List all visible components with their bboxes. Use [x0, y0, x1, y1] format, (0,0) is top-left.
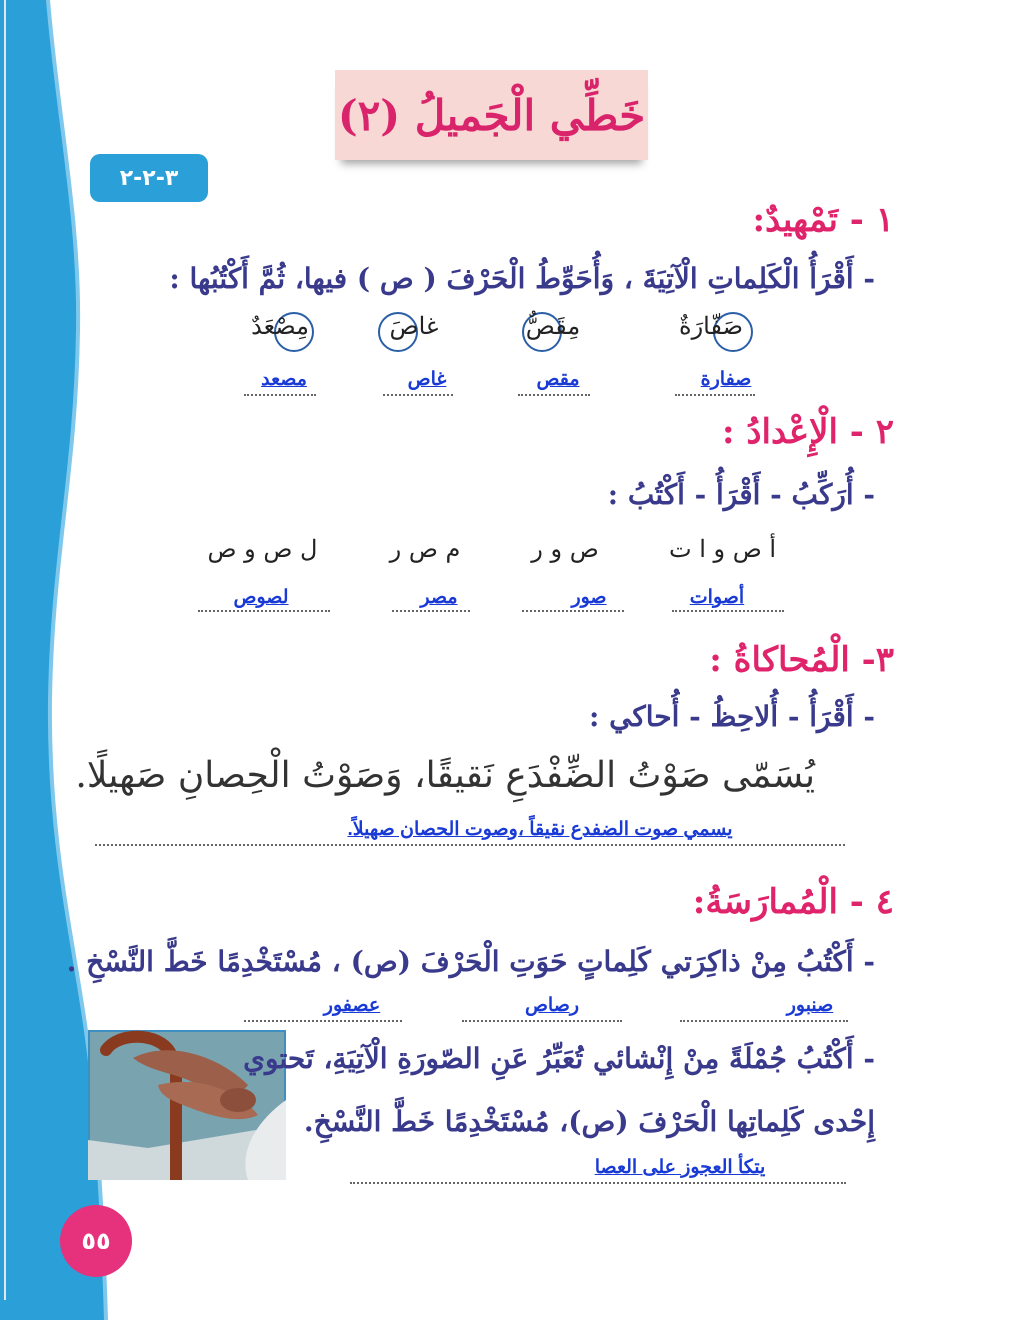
answer-6: صور: [571, 587, 607, 608]
answer-line-13: [350, 1180, 846, 1184]
section-1-heading: ١ - تَمْهيدٌ:: [752, 200, 894, 240]
section-3-heading: ٣- الْمُحاكاةُ :: [709, 640, 894, 680]
answer-line-4: [244, 392, 316, 396]
answer-8: لصوص: [233, 587, 289, 608]
answer-2: مقص: [536, 369, 580, 390]
title-box: [335, 70, 648, 160]
lesson-number-badge: [90, 154, 208, 202]
page-title: خَطِّي الْجَميلُ (٢): [337, 90, 646, 140]
answer-1: صفارة: [700, 369, 752, 390]
word-2: مِقَصٌّ: [525, 312, 581, 340]
section-4-instruction: - أَكْتُبُ مِنْ ذاكِرَتي كَلِماتٍ حَوَتِ الْحَرْفَ (ص) ، مُسْتَخْدِمًا خَطَّ النَّسْخِ .: [66, 945, 875, 978]
answer-11: رصاص: [524, 995, 580, 1016]
word-3: غاصَ: [389, 312, 439, 340]
answer-13: يتكأ العجوز على العصا: [594, 1157, 766, 1178]
answer-9: يسمي صوت الضفدع نقيقاً ،وصوت الحصان صهيلاً.: [347, 819, 733, 840]
letters-4: ل ص و ص: [207, 535, 318, 563]
section-1-instruction: - أَقْرَأُ الْكَلِماتِ الْآتِيَةَ ، وَأُحَوِّطُ الْحَرْفَ ( ص ) فيها، ثُمَّ أَكْتُبُها :: [169, 262, 875, 295]
section-4-instruction-2-line-2: إِحْدى كَلِماتِها الْحَرْفَ (ص)، مُسْتَخْدِمًا خَطَّ النَّسْخِ.: [303, 1105, 875, 1138]
section-2-heading: ٢ - الْإِعْدادُ :: [722, 412, 894, 452]
section-3-instruction: - أَقْرَأُ - أُلاحِظُ - أُحاكي :: [588, 700, 875, 733]
section-2-instruction: - أُرَكِّبُ - أَقْرَأُ - أَكْتُبُ :: [607, 478, 875, 511]
answer-4: مصعد: [261, 369, 307, 390]
lesson-number: ٣-٢-٢: [119, 165, 179, 191]
answer-line-10: [680, 1018, 848, 1022]
answer-5: أصوات: [689, 587, 745, 608]
answer-line-12: [244, 1018, 402, 1022]
answer-line-3: [383, 392, 453, 396]
answer-12: عصفور: [323, 995, 381, 1016]
answer-line-2: [518, 392, 590, 396]
page-number-badge: [60, 1205, 132, 1277]
section-4-heading: ٤ - الْمُمارَسَةُ:: [692, 882, 894, 922]
answer-line-1: [675, 392, 755, 396]
letters-2: ص و ر: [531, 535, 599, 563]
letters-1: أ ص و ا ت: [668, 535, 777, 563]
letters-3: م ص ر: [389, 535, 461, 563]
page-number: ٥٥: [81, 1227, 111, 1255]
section-4-instruction-2-line-1: - أَكْتُبُ جُمْلَةً مِنْ إِنْشائي تُعَبِّرُ عَنِ الصّورَةِ الْآتِيَةِ، تَحتوي: [243, 1042, 875, 1075]
answer-line-9: [95, 842, 845, 846]
model-sentence: يُسَمّى صَوْتُ الضِّفْدَعِ نَقيقًا، وَصَوْتُ الْحِصانِ صَهيلًا.: [75, 755, 815, 796]
answer-line-11: [462, 1018, 622, 1022]
answer-7: مصر: [420, 587, 458, 608]
word-1: صَفّارَةٌ: [679, 312, 743, 340]
answer-10: صنبور: [786, 995, 834, 1016]
answer-3: غاص: [407, 369, 447, 390]
word-4: مِصْعَدٌ: [251, 312, 309, 340]
